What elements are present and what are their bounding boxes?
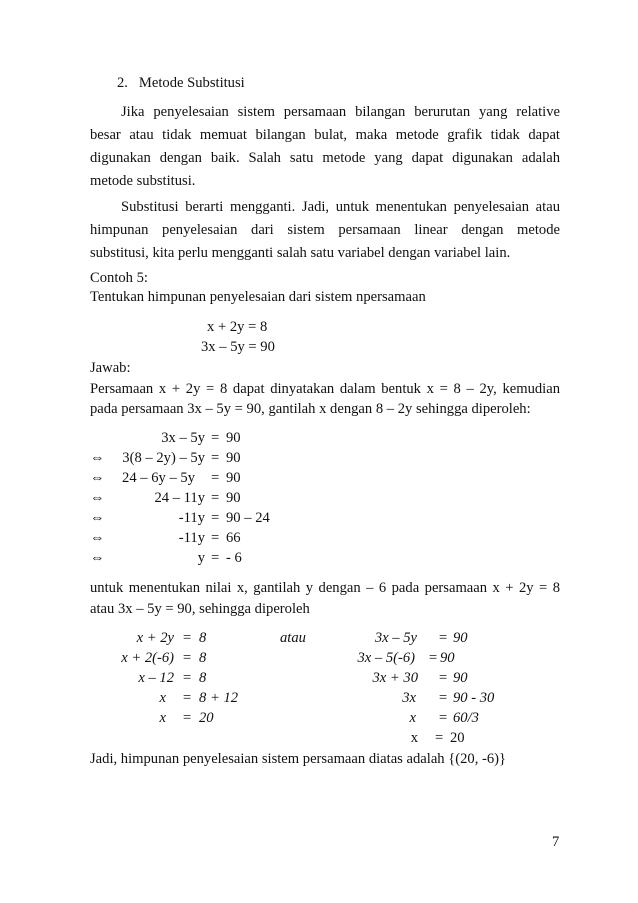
equivalence-arrow-icon: ⇔ (90, 550, 105, 566)
step-lhs: 3x – 5y (374, 630, 417, 646)
paragraph-line: Jika penyelesaian sistem persamaan bilangan berurutan yang relative (121, 104, 560, 120)
substitute-text: untuk menentukan nilai x, gantilah y dengan – 6 pada persamaan x + 2y = 8 (90, 580, 560, 596)
step-lhs: 24 – 6y – 5y (122, 470, 195, 486)
step-lhs: x + 2y (136, 630, 174, 646)
step-equals: = (182, 650, 192, 666)
step-equals: = (438, 690, 448, 706)
equivalence-arrow-icon: ⇔ (90, 510, 105, 526)
step-equals: = (211, 530, 220, 546)
paragraph-line: metode substitusi. (90, 173, 196, 189)
step-rhs: 90 (440, 650, 455, 666)
step-equals: = (438, 710, 448, 726)
answer-text: pada persamaan 3x – 5y = 90, gantilah x dengan 8 – 2y sehingga diperoleh: (90, 401, 531, 417)
step-equals: = (438, 630, 448, 646)
step-lhs: 3x – 5y (161, 430, 205, 446)
step-rhs: 66 (226, 530, 241, 546)
or-label: atau (280, 630, 306, 646)
step-rhs: 60/3 (453, 710, 479, 726)
system-equation: 3x – 5y = 90 (201, 339, 275, 355)
equivalence-arrow-icon: ⇔ (90, 490, 105, 506)
step-rhs: 90 (453, 670, 468, 686)
step-lhs: -11y (178, 510, 205, 526)
step-lhs: 3x + 30 (372, 670, 418, 686)
step-equals: = (211, 510, 220, 526)
step-lhs: 3x – 5(-6) (357, 650, 415, 666)
section-number: 2. (117, 75, 128, 91)
step-rhs: 8 (199, 650, 207, 666)
step-equals: = (211, 430, 220, 446)
step-lhs: x (159, 690, 166, 706)
substitute-text: atau 3x – 5y = 90, sehingga diperoleh (90, 601, 310, 617)
step-rhs: 8 (199, 630, 207, 646)
paragraph-line: Substitusi berarti mengganti. Jadi, untuk menentukan penyelesaian atau (121, 199, 560, 215)
step-equals: = (182, 690, 192, 706)
step-lhs: y (197, 550, 205, 566)
example-task: Tentukan himpunan penyelesaian dari sistem npersamaan (90, 289, 426, 305)
answer-text: Persamaan x + 2y = 8 dapat dinyatakan dalam bentuk x = 8 – 2y, kemudian (90, 381, 560, 397)
step-rhs: 90 (226, 430, 241, 446)
conclusion: Jadi, himpunan penyelesaian sistem persamaan diatas adalah {(20, -6)} (90, 751, 507, 767)
step-rhs: 90 (226, 470, 241, 486)
system-equation: x + 2y = 8 (207, 319, 268, 335)
step-equals: = (428, 650, 438, 666)
paragraph-line: himpunan penyelesaian dari sistem persamaan linear dengan metode (90, 222, 560, 238)
equivalence-arrow-icon: ⇔ (90, 470, 105, 486)
step-lhs: 3x (402, 690, 416, 706)
step-equals: = (211, 470, 220, 486)
step-lhs: -11y (178, 530, 205, 546)
step-rhs: 8 + 12 (199, 690, 239, 706)
step-rhs: 90 – 24 (226, 510, 270, 526)
step-lhs: x – 12 (138, 670, 174, 686)
example-label: Contoh 5: (90, 270, 148, 286)
step-equals: = (211, 550, 220, 566)
step-equals: = (438, 670, 448, 686)
equivalence-arrow-icon: ⇔ (90, 450, 105, 466)
page-number: 7 (552, 834, 560, 850)
step-equals: = (435, 730, 444, 746)
step-lhs: x (159, 710, 166, 726)
answer-label: Jawab: (90, 360, 131, 376)
step-lhs: 24 – 11y (154, 490, 205, 506)
step-rhs: 90 (453, 630, 468, 646)
step-lhs: x (409, 710, 416, 726)
step-equals: = (182, 630, 192, 646)
step-rhs: 90 (226, 490, 241, 506)
paragraph-line: digunakan dengan baik. Salah satu metode yang dapat digunakan adalah (90, 150, 560, 166)
step-rhs: 20 (199, 710, 214, 726)
section-heading (117, 73, 245, 93)
step-rhs: 20 (450, 730, 465, 746)
step-rhs: 90 (226, 450, 241, 466)
step-lhs: x + 2(-6) (121, 650, 174, 666)
step-equals: = (211, 490, 220, 506)
paragraph-line: besar atau tidak memuat bilangan bulat, maka metode grafik tidak dapat (90, 127, 560, 143)
section-title: Metode Substitusi (138, 75, 245, 91)
step-rhs: 90 - 30 (453, 690, 495, 706)
step-equals: = (182, 710, 192, 726)
step-equals: = (211, 450, 220, 466)
step-equals: = (182, 670, 192, 686)
step-rhs: 8 (199, 670, 207, 686)
step-lhs: 3(8 – 2y) – 5y (122, 450, 205, 466)
equivalence-arrow-icon: ⇔ (90, 530, 105, 546)
step-lhs: x (410, 730, 418, 746)
paragraph-line: substitusi, kita perlu mengganti salah satu variabel dengan variabel lain. (90, 245, 511, 261)
step-rhs: - 6 (226, 550, 242, 566)
